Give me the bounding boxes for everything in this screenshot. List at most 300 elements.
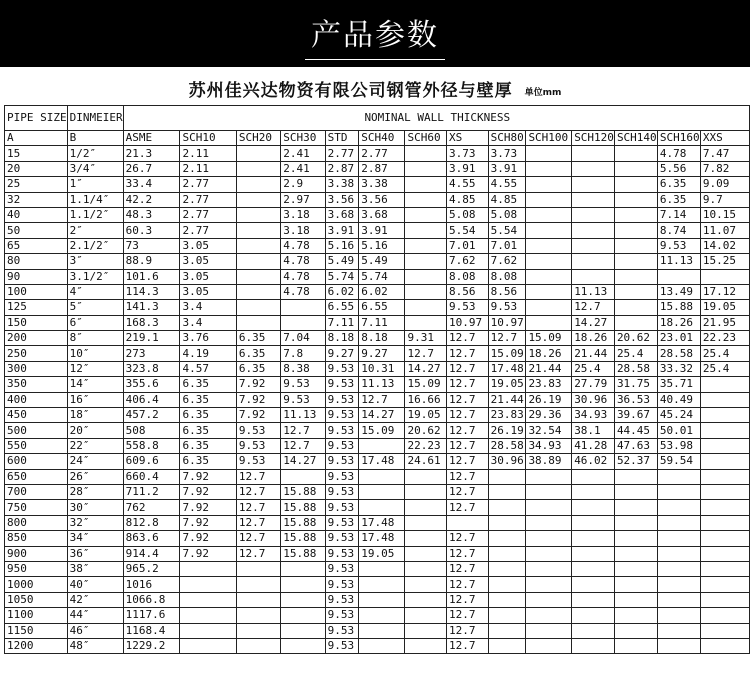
table-cell: 26.19 bbox=[526, 392, 572, 407]
table-cell: 711.2 bbox=[123, 484, 180, 499]
column-header-cell: SCH80 bbox=[488, 131, 526, 146]
table-cell bbox=[700, 500, 749, 515]
table-cell bbox=[180, 561, 236, 576]
table-cell: 6.35 bbox=[236, 331, 280, 346]
table-cell: 1.1/2″ bbox=[67, 207, 123, 222]
table-cell: 6.35 bbox=[657, 192, 700, 207]
table-cell: 550 bbox=[5, 438, 68, 453]
table-cell: 6.35 bbox=[180, 454, 236, 469]
table-cell: 12.7 bbox=[236, 546, 280, 561]
table-cell bbox=[572, 608, 615, 623]
table-cell: 7.92 bbox=[180, 484, 236, 499]
table-cell: 8.38 bbox=[281, 361, 325, 376]
table-cell: 3.05 bbox=[180, 238, 236, 253]
table-cell bbox=[526, 269, 572, 284]
table-cell: 900 bbox=[5, 546, 68, 561]
table-cell bbox=[236, 238, 280, 253]
table-cell: 950 bbox=[5, 561, 68, 576]
column-header-cell: B bbox=[67, 131, 123, 146]
table-cell bbox=[488, 515, 526, 530]
table-row bbox=[5, 300, 750, 315]
table-cell bbox=[614, 192, 657, 207]
table-cell: 9.27 bbox=[359, 346, 405, 361]
table-cell bbox=[572, 223, 615, 238]
table-cell: 7.14 bbox=[657, 207, 700, 222]
table-cell: 9.53 bbox=[281, 377, 325, 392]
table-cell bbox=[614, 269, 657, 284]
table-row bbox=[5, 331, 750, 346]
table-cell bbox=[236, 592, 280, 607]
table-cell bbox=[405, 500, 447, 515]
table-cell: 15.88 bbox=[281, 531, 325, 546]
table-cell: 12.7 bbox=[447, 608, 489, 623]
table-cell: 2.11 bbox=[180, 146, 236, 161]
table-row bbox=[5, 592, 750, 607]
table-cell: 30.96 bbox=[572, 392, 615, 407]
table-cell: 9.53 bbox=[325, 392, 359, 407]
table-cell: 12.7 bbox=[447, 638, 489, 653]
table-cell: 4.78 bbox=[281, 284, 325, 299]
table-cell: 12.7 bbox=[236, 469, 280, 484]
table-cell bbox=[700, 408, 749, 423]
table-cell: 17.12 bbox=[700, 284, 749, 299]
table-cell bbox=[572, 577, 615, 592]
column-header-row bbox=[5, 131, 750, 146]
table-cell: 20 bbox=[5, 161, 68, 176]
table-cell bbox=[700, 577, 749, 592]
table-cell: 12.7 bbox=[447, 361, 489, 376]
table-row bbox=[5, 561, 750, 576]
table-cell: 1229.2 bbox=[123, 638, 180, 653]
table-cell: 22.23 bbox=[700, 331, 749, 346]
table-cell bbox=[236, 561, 280, 576]
table-cell bbox=[526, 315, 572, 330]
table-cell: 3.73 bbox=[447, 146, 489, 161]
table-cell: 45.24 bbox=[657, 408, 700, 423]
table-cell bbox=[526, 531, 572, 546]
table-cell: 8″ bbox=[67, 331, 123, 346]
table-cell: 48.3 bbox=[123, 207, 180, 222]
table-cell bbox=[405, 177, 447, 192]
table-cell: 32 bbox=[5, 192, 68, 207]
table-cell: 12.7 bbox=[236, 515, 280, 530]
table-cell bbox=[405, 623, 447, 638]
table-row bbox=[5, 161, 750, 176]
table-cell: 1000 bbox=[5, 577, 68, 592]
table-cell: 7.11 bbox=[325, 315, 359, 330]
table-cell: 8.74 bbox=[657, 223, 700, 238]
table-cell: 7.01 bbox=[488, 238, 526, 253]
table-cell: 4.78 bbox=[281, 254, 325, 269]
table-cell: 1117.6 bbox=[123, 608, 180, 623]
table-cell: 1050 bbox=[5, 592, 68, 607]
table-cell: 12.7 bbox=[236, 500, 280, 515]
table-cell: 22.23 bbox=[405, 438, 447, 453]
table-cell: 2.9 bbox=[281, 177, 325, 192]
table-cell: 9.53 bbox=[325, 500, 359, 515]
table-cell bbox=[526, 177, 572, 192]
table-cell: 3.56 bbox=[325, 192, 359, 207]
table-cell bbox=[405, 531, 447, 546]
pipe-spec-table bbox=[4, 105, 750, 654]
table-cell: 219.1 bbox=[123, 331, 180, 346]
table-cell bbox=[405, 269, 447, 284]
table-cell bbox=[488, 469, 526, 484]
table-row bbox=[5, 438, 750, 453]
table-cell: 8.56 bbox=[488, 284, 526, 299]
table-cell: 18.26 bbox=[526, 346, 572, 361]
table-cell bbox=[526, 469, 572, 484]
table-cell: 12.7 bbox=[405, 346, 447, 361]
table-cell bbox=[700, 546, 749, 561]
table-cell bbox=[526, 300, 572, 315]
table-cell: 1168.4 bbox=[123, 623, 180, 638]
table-cell: 9.53 bbox=[325, 531, 359, 546]
table-cell: 12.7 bbox=[447, 438, 489, 453]
table-cell: 3.05 bbox=[180, 254, 236, 269]
table-cell: 5.16 bbox=[325, 238, 359, 253]
table-cell bbox=[236, 623, 280, 638]
table-cell bbox=[488, 546, 526, 561]
table-cell: 141.3 bbox=[123, 300, 180, 315]
table-cell bbox=[405, 238, 447, 253]
table-cell: 20.62 bbox=[614, 331, 657, 346]
table-cell: 3.56 bbox=[359, 192, 405, 207]
table-cell: 38.89 bbox=[526, 454, 572, 469]
table-cell bbox=[488, 531, 526, 546]
table-cell: 36″ bbox=[67, 546, 123, 561]
table-cell: 21.44 bbox=[526, 361, 572, 376]
table-cell bbox=[614, 238, 657, 253]
table-cell bbox=[657, 531, 700, 546]
table-cell: 6.55 bbox=[325, 300, 359, 315]
unit-label: 单位mm bbox=[524, 88, 562, 98]
table-cell: 12.7 bbox=[447, 346, 489, 361]
table-cell: 11.13 bbox=[657, 254, 700, 269]
table-cell: 5″ bbox=[67, 300, 123, 315]
table-cell bbox=[526, 223, 572, 238]
table-cell bbox=[572, 146, 615, 161]
table-cell: 300 bbox=[5, 361, 68, 376]
table-row bbox=[5, 269, 750, 284]
table-cell: 12.7 bbox=[447, 592, 489, 607]
table-cell: 23.83 bbox=[526, 377, 572, 392]
table-cell bbox=[359, 561, 405, 576]
table-cell: 15.88 bbox=[281, 484, 325, 499]
table-cell: 46″ bbox=[67, 623, 123, 638]
table-cell: 12.7 bbox=[447, 423, 489, 438]
table-row bbox=[5, 623, 750, 638]
table-cell: 10″ bbox=[67, 346, 123, 361]
table-cell bbox=[572, 161, 615, 176]
table-cell bbox=[488, 577, 526, 592]
table-cell: 5.74 bbox=[359, 269, 405, 284]
table-cell: 323.8 bbox=[123, 361, 180, 376]
table-cell: 914.4 bbox=[123, 546, 180, 561]
table-cell: 101.6 bbox=[123, 269, 180, 284]
table-cell: 30.96 bbox=[488, 454, 526, 469]
table-row bbox=[5, 531, 750, 546]
table-row bbox=[5, 238, 750, 253]
table-cell bbox=[700, 531, 749, 546]
table-cell: 20″ bbox=[67, 423, 123, 438]
table-cell: 812.8 bbox=[123, 515, 180, 530]
table-cell: 9.31 bbox=[405, 331, 447, 346]
table-cell: 42″ bbox=[67, 592, 123, 607]
table-cell: 965.2 bbox=[123, 561, 180, 576]
table-cell: 1100 bbox=[5, 608, 68, 623]
table-row bbox=[5, 423, 750, 438]
table-cell: 27.79 bbox=[572, 377, 615, 392]
table-cell: 38″ bbox=[67, 561, 123, 576]
table-cell: 609.6 bbox=[123, 454, 180, 469]
table-cell bbox=[526, 284, 572, 299]
table-cell: 6.35 bbox=[657, 177, 700, 192]
table-cell: 7.92 bbox=[180, 531, 236, 546]
table-cell: 12.7 bbox=[447, 531, 489, 546]
table-cell: 8.08 bbox=[488, 269, 526, 284]
table-cell bbox=[405, 577, 447, 592]
table-cell bbox=[180, 638, 236, 653]
table-row bbox=[5, 484, 750, 499]
table-cell: 6.35 bbox=[180, 438, 236, 453]
table-cell: 15.88 bbox=[281, 546, 325, 561]
table-cell: 3.91 bbox=[325, 223, 359, 238]
table-cell: 36.53 bbox=[614, 392, 657, 407]
table-cell: 3.4 bbox=[180, 315, 236, 330]
table-cell: 3.91 bbox=[447, 161, 489, 176]
table-cell bbox=[405, 546, 447, 561]
table-cell: 863.6 bbox=[123, 531, 180, 546]
table-cell: 2.77 bbox=[180, 177, 236, 192]
table-cell bbox=[236, 284, 280, 299]
table-cell: 12.7 bbox=[236, 484, 280, 499]
table-cell: 5.74 bbox=[325, 269, 359, 284]
table-cell: 7.92 bbox=[180, 515, 236, 530]
table-cell: 2.77 bbox=[325, 146, 359, 161]
table-cell bbox=[526, 577, 572, 592]
table-cell: 40″ bbox=[67, 577, 123, 592]
table-cell bbox=[657, 561, 700, 576]
table-cell bbox=[526, 254, 572, 269]
table-cell bbox=[614, 315, 657, 330]
table-cell: 3.18 bbox=[281, 207, 325, 222]
table-cell: 1066.8 bbox=[123, 592, 180, 607]
table-cell: 28.58 bbox=[614, 361, 657, 376]
table-cell: 12.7 bbox=[281, 423, 325, 438]
table-cell: 29.36 bbox=[526, 408, 572, 423]
table-cell: 12.7 bbox=[447, 377, 489, 392]
table-cell bbox=[359, 500, 405, 515]
table-cell bbox=[614, 207, 657, 222]
table-cell: 3″ bbox=[67, 254, 123, 269]
table-cell bbox=[572, 515, 615, 530]
column-header-cell: SCH120 bbox=[572, 131, 615, 146]
table-cell bbox=[488, 561, 526, 576]
table-cell bbox=[614, 515, 657, 530]
table-cell: 7.62 bbox=[447, 254, 489, 269]
table-cell: 5.16 bbox=[359, 238, 405, 253]
table-cell bbox=[657, 515, 700, 530]
table-cell bbox=[236, 192, 280, 207]
table-cell bbox=[405, 300, 447, 315]
table-row bbox=[5, 392, 750, 407]
table-cell: 10.97 bbox=[488, 315, 526, 330]
table-cell bbox=[359, 592, 405, 607]
table-cell bbox=[657, 638, 700, 653]
table-cell: 40 bbox=[5, 207, 68, 222]
document-title-text: 苏州佳兴达物资有限公司钢管外径与壁厚 bbox=[188, 81, 513, 101]
column-header-cell: STD bbox=[325, 131, 359, 146]
table-cell: 2.77 bbox=[180, 192, 236, 207]
table-cell: 2.77 bbox=[359, 146, 405, 161]
table-cell bbox=[572, 531, 615, 546]
table-cell: 9.53 bbox=[325, 515, 359, 530]
table-cell: 12.7 bbox=[447, 454, 489, 469]
table-cell: 17.48 bbox=[488, 361, 526, 376]
table-cell bbox=[488, 623, 526, 638]
table-cell: 9.53 bbox=[281, 392, 325, 407]
table-cell bbox=[614, 546, 657, 561]
table-cell: 13.49 bbox=[657, 284, 700, 299]
table-cell: 9.53 bbox=[657, 238, 700, 253]
table-cell bbox=[526, 146, 572, 161]
table-cell bbox=[405, 207, 447, 222]
table-cell: 88.9 bbox=[123, 254, 180, 269]
table-cell: 9.09 bbox=[700, 177, 749, 192]
table-cell: 14.27 bbox=[405, 361, 447, 376]
column-header-cell: ASME bbox=[123, 131, 180, 146]
table-cell: 14.02 bbox=[700, 238, 749, 253]
table-row bbox=[5, 223, 750, 238]
table-row bbox=[5, 454, 750, 469]
table-cell: 9.7 bbox=[700, 192, 749, 207]
table-cell bbox=[526, 515, 572, 530]
table-cell: 457.2 bbox=[123, 408, 180, 423]
table-cell bbox=[572, 254, 615, 269]
table-cell bbox=[700, 608, 749, 623]
table-cell bbox=[700, 377, 749, 392]
table-cell: 23.83 bbox=[488, 408, 526, 423]
table-cell: 6.02 bbox=[325, 284, 359, 299]
table-cell: 22″ bbox=[67, 438, 123, 453]
table-cell bbox=[488, 500, 526, 515]
table-cell: 7.82 bbox=[700, 161, 749, 176]
table-cell bbox=[526, 207, 572, 222]
table-cell: 1200 bbox=[5, 638, 68, 653]
table-cell bbox=[236, 577, 280, 592]
table-cell: 7.92 bbox=[236, 377, 280, 392]
column-header-cell: SCH160 bbox=[657, 131, 700, 146]
table-cell: 700 bbox=[5, 484, 68, 499]
table-cell: 3.73 bbox=[488, 146, 526, 161]
table-cell bbox=[572, 500, 615, 515]
table-cell: 6.35 bbox=[180, 423, 236, 438]
table-cell: 73 bbox=[123, 238, 180, 253]
table-cell: 762 bbox=[123, 500, 180, 515]
table-cell: 21.3 bbox=[123, 146, 180, 161]
table-row bbox=[5, 515, 750, 530]
table-cell: 3.91 bbox=[488, 161, 526, 176]
table-cell: 7.92 bbox=[236, 392, 280, 407]
table-cell: 850 bbox=[5, 531, 68, 546]
table-cell: 6.55 bbox=[359, 300, 405, 315]
table-cell: 10.97 bbox=[447, 315, 489, 330]
table-cell bbox=[236, 300, 280, 315]
table-cell bbox=[614, 638, 657, 653]
table-cell: 8.18 bbox=[325, 331, 359, 346]
table-cell: 650 bbox=[5, 469, 68, 484]
table-cell: 12.7 bbox=[447, 392, 489, 407]
table-cell bbox=[572, 269, 615, 284]
table-cell bbox=[700, 392, 749, 407]
table-cell: 60.3 bbox=[123, 223, 180, 238]
table-cell bbox=[572, 546, 615, 561]
table-cell: 5.56 bbox=[657, 161, 700, 176]
table-cell: 31.75 bbox=[614, 377, 657, 392]
banner-title: 产品参数 bbox=[311, 17, 439, 53]
header-cell-pipe-size: PIPE SIZE bbox=[5, 106, 68, 131]
table-cell bbox=[447, 515, 489, 530]
table-cell: 558.8 bbox=[123, 438, 180, 453]
table-cell: 21.44 bbox=[488, 392, 526, 407]
table-cell bbox=[572, 207, 615, 222]
table-cell: 32.54 bbox=[526, 423, 572, 438]
table-cell bbox=[405, 638, 447, 653]
table-cell: 12.7 bbox=[488, 331, 526, 346]
table-cell: 26.19 bbox=[488, 423, 526, 438]
table-cell: 25.4 bbox=[572, 361, 615, 376]
table-cell: 46.02 bbox=[572, 454, 615, 469]
table-cell: 35.71 bbox=[657, 377, 700, 392]
table-row bbox=[5, 146, 750, 161]
table-cell bbox=[405, 146, 447, 161]
table-row bbox=[5, 284, 750, 299]
table-cell: 355.6 bbox=[123, 377, 180, 392]
table-cell: 8.08 bbox=[447, 269, 489, 284]
table-cell: 53.98 bbox=[657, 438, 700, 453]
table-cell: 2.87 bbox=[359, 161, 405, 176]
table-cell bbox=[657, 577, 700, 592]
table-cell: 26″ bbox=[67, 469, 123, 484]
table-cell: 80 bbox=[5, 254, 68, 269]
table-cell bbox=[359, 484, 405, 499]
table-cell bbox=[614, 254, 657, 269]
table-cell: 6.35 bbox=[180, 408, 236, 423]
table-cell: 406.4 bbox=[123, 392, 180, 407]
table-cell: 3.68 bbox=[359, 207, 405, 222]
table-cell: 7.92 bbox=[180, 500, 236, 515]
table-cell: 9.53 bbox=[325, 377, 359, 392]
table-cell: 4.55 bbox=[447, 177, 489, 192]
table-cell: 30″ bbox=[67, 500, 123, 515]
table-cell bbox=[180, 623, 236, 638]
table-cell: 1″ bbox=[67, 177, 123, 192]
table-cell: 15.09 bbox=[488, 346, 526, 361]
table-cell: 5.49 bbox=[359, 254, 405, 269]
table-cell bbox=[700, 515, 749, 530]
table-cell bbox=[572, 561, 615, 576]
table-cell: 5.54 bbox=[447, 223, 489, 238]
table-cell bbox=[700, 561, 749, 576]
table-cell: 2.87 bbox=[325, 161, 359, 176]
table-row bbox=[5, 361, 750, 376]
table-cell: 150 bbox=[5, 315, 68, 330]
table-cell: 44.45 bbox=[614, 423, 657, 438]
table-row bbox=[5, 377, 750, 392]
table-cell: 7.01 bbox=[447, 238, 489, 253]
table-cell bbox=[657, 623, 700, 638]
